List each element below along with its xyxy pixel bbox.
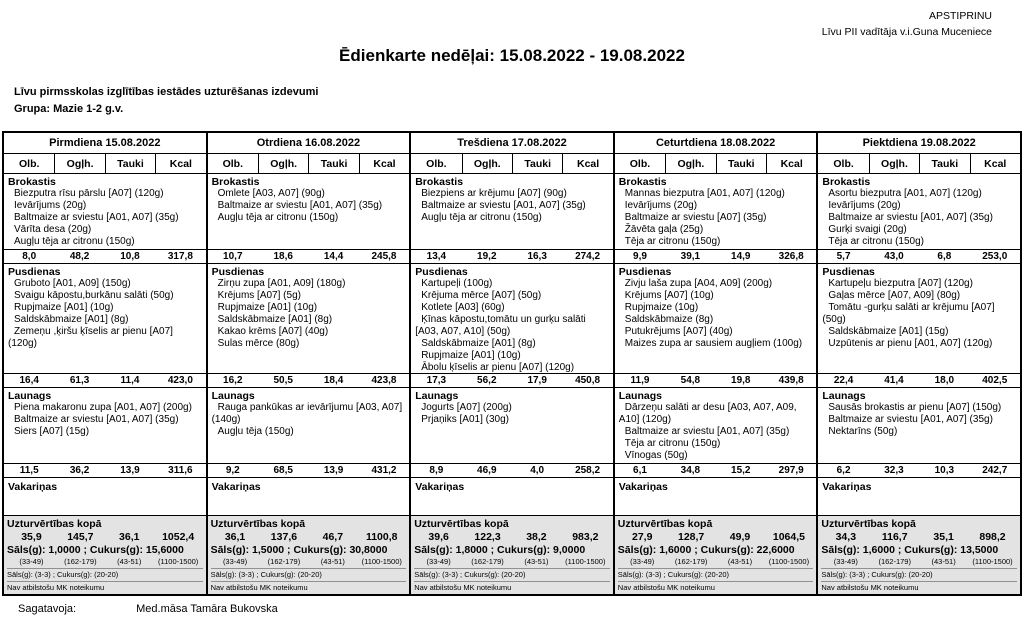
nutrient-value: 46,9 [477, 465, 497, 476]
nutrient-value: 245,8 [371, 251, 397, 262]
menu-item: Kartupeļi (100g) [421, 278, 493, 289]
lunch-section [818, 264, 1020, 374]
nutrient-col-header: Ogļh. [54, 154, 104, 173]
menu-item: Zivju laša zupa [A04, A09] (200g) [624, 278, 773, 289]
snack-section [615, 388, 817, 464]
nutrient-header-row [818, 154, 1020, 174]
menu-item: Baltmaize ar sviestu [A01, A07] (35g) [828, 414, 993, 425]
section-label: Uzturvērtības kopā [821, 518, 916, 530]
menu-item: Saldskābmaize [A01] (8g) [14, 314, 129, 325]
nutrient-total: 36,1 [224, 531, 246, 543]
approver-name: Līvu PII vadītāja v.i.Guna Muceniece [821, 26, 992, 38]
section-label: Uzturvērtības kopā [210, 518, 306, 530]
salt-sugar-range-line: Sāls(g): (3-3) ; Cukurs(g): (20-20) [7, 568, 203, 580]
lunch-values-row [208, 374, 410, 388]
menu-item: Mannas biezputra [A01, A07] (120g) [624, 188, 785, 199]
nutrient-value: 5,7 [836, 251, 851, 262]
menu-item: Svaigu kāpostu,burkānu salāti (50g) [14, 290, 174, 301]
salt-sugar-range-line: Sāls(g): (3-3) ; Cukurs(g): (20-20) [414, 568, 610, 580]
nutrient-value: 68,5 [273, 465, 293, 476]
menu-item: Kartupeļu biezputra [A07] (120g) [828, 278, 973, 289]
totals-values-row [618, 531, 814, 544]
menu-item: Zemeņu ,ķiršu ķīselis ar pienu [A07] (120g) [8, 326, 173, 349]
menu-item: Gaļas mērce [A07, A09] (80g) [828, 290, 961, 301]
nutrient-total: 116,7 [881, 531, 908, 543]
nutrient-value: 13,9 [120, 465, 140, 476]
approval-stamp [822, 8, 992, 40]
menu-item: Tēja ar citronu (150g) [624, 236, 721, 247]
nutrient-col-header: Olb. [222, 157, 243, 170]
menu-item: Baltmaize ar sviestu [A07] (35g) [624, 212, 767, 223]
nutrient-col-header: Tauki [308, 154, 358, 173]
reference-range: (33-49) [833, 557, 858, 566]
section-label: Pusdienas [822, 266, 875, 278]
nutrient-col-header: Kcal [766, 154, 816, 173]
nutrient-col-header: Kcal [155, 154, 205, 173]
dinner-section: Vakariņas [411, 478, 613, 516]
nutrient-total: 34,3 [835, 531, 857, 543]
nutrient-value: 19,2 [477, 251, 497, 262]
totals-section [411, 516, 613, 594]
nutrient-col-header: Olb. [18, 157, 40, 170]
menu-item: Siers [A07] (15g) [14, 426, 90, 437]
nutrient-value: 311,6 [168, 465, 193, 476]
reference-ranges-row [821, 557, 1017, 567]
day-header: Ceturtdiena 18.08.2022 [615, 133, 817, 154]
breakfast-section [818, 174, 1020, 250]
reference-range: (162-179) [674, 557, 708, 566]
nutrient-value: 16,3 [527, 251, 547, 262]
reference-range: (33-49) [19, 557, 44, 566]
breakfast-values-row [615, 250, 817, 264]
totals-values-row [414, 531, 610, 544]
day-header: Otrdiena 16.08.2022 [208, 133, 410, 154]
nutrient-value: 10,7 [223, 251, 243, 262]
nutrient-value: 253,0 [982, 251, 1008, 262]
menu-item: Ievārījums (20g) [14, 200, 87, 211]
menu-item: Piena makaronu zupa [A01, A07] (200g) [14, 402, 192, 413]
nutrient-col-header: Tauki [919, 154, 969, 173]
nutrient-value: 14,4 [323, 251, 344, 262]
lunch-values-row [411, 374, 613, 388]
menu-item: Rupjmaize [A01] (10g) [14, 302, 114, 313]
section-label: Launags [822, 390, 866, 402]
nutrient-value: 11,5 [19, 465, 39, 476]
lunch-section [4, 264, 206, 374]
nutrient-value: 36,2 [69, 465, 90, 476]
nutrient-value: 34,8 [680, 465, 701, 476]
snack-section [818, 388, 1020, 464]
reference-range: (1100-1500) [972, 557, 1013, 566]
menu-item: Rupjmaize [A01] (10g) [421, 350, 521, 361]
nutrient-total: 39,6 [428, 531, 449, 543]
breakfast-values-row [411, 250, 613, 264]
reference-range: (43-51) [524, 557, 549, 566]
reference-range: (43-51) [320, 557, 345, 566]
menu-item: Kakao krēms [A07] (40g) [217, 326, 329, 337]
lunch-values-row [818, 374, 1020, 388]
salt-sugar-range-line: Sāls(g): (3-3) ; Cukurs(g): (20-20) [618, 568, 814, 580]
regulation-note: Nav atbilstošu MK noteikumu [618, 581, 814, 593]
menu-item: Ievārījums (20g) [828, 200, 901, 211]
nutrient-total: 1064,5 [772, 531, 805, 543]
nutrient-value: 4,0 [530, 465, 545, 476]
breakfast-section [4, 174, 206, 250]
menu-item: Saldskābmaize (8g) [624, 314, 714, 325]
reference-ranges-row [7, 557, 203, 567]
day-header: Piektdiena 19.08.2022 [818, 133, 1020, 154]
menu-item: Baltmaize ar sviestu [A01, A07] (35g) [624, 426, 790, 437]
totals-section [4, 516, 206, 594]
nutrient-value: 258,2 [575, 465, 601, 476]
nutrient-total: 128,7 [677, 531, 705, 543]
dinner-section: Vakariņas [208, 478, 410, 516]
menu-item: Rupjmaize [A01] (10g) [217, 302, 318, 313]
group-label: Grupa: Mazie 1-2 g.v. [14, 103, 124, 115]
nutrient-value: 326,8 [778, 251, 804, 262]
menu-item: Gruboto [A01, A09] (150g) [14, 278, 131, 289]
reference-range: (162-179) [878, 557, 911, 566]
menu-item: Gurķi svaigi (20g) [828, 224, 907, 235]
nutrient-value: 43,0 [884, 251, 904, 262]
breakfast-section [208, 174, 410, 250]
dinner-section: Vakariņas [615, 478, 817, 516]
section-label: Launags [618, 390, 662, 402]
nutrient-value: 402,5 [982, 375, 1008, 386]
reference-ranges-row [211, 557, 407, 567]
section-label: Brokastis [415, 176, 464, 188]
menu-item: Baltmaize ar sviestu [A01, A07] (35g) [14, 212, 179, 223]
menu-item: Baltmaize ar sviestu [A01, A07] (35g) [217, 200, 383, 211]
reference-range: (43-51) [931, 557, 956, 566]
menu-item: Maizes zupa ar sausiem augļiem (100g) [624, 338, 803, 349]
nutrient-col-header: Ogļh. [665, 154, 715, 173]
salt-sugar-line: Sāls(g): 1,5000 ; Cukurs(g): 30,8000 [210, 544, 388, 556]
nutrient-value: 431,2 [371, 465, 397, 476]
reference-range: (1100-1500) [565, 557, 606, 566]
nutrient-col-header: Olb. [629, 157, 651, 170]
reference-range: (1100-1500) [157, 557, 199, 566]
prepared-by-footer [18, 603, 278, 615]
lunch-section [208, 264, 410, 374]
section-label: Launags [8, 390, 52, 402]
menu-item: Tēja ar citronu (150g) [624, 438, 721, 449]
nutrient-col-header: Tauki [716, 154, 766, 173]
approval-word: APSTIPRINU [928, 10, 992, 22]
reference-range: (43-51) [117, 557, 142, 566]
menu-item: Žāvēta gaļa (25g) [624, 224, 704, 235]
nutrient-value: 8,9 [429, 465, 444, 476]
nutrient-value: 22,4 [833, 375, 854, 386]
menu-item: Augļu tēja (150g) [217, 426, 294, 437]
section-label: Brokastis [211, 176, 260, 188]
nutrient-col-header: Kcal [970, 154, 1020, 173]
nutrient-value: 317,8 [167, 251, 193, 262]
lunch-values-row [4, 374, 206, 388]
nutrient-col-header: Olb. [833, 157, 854, 170]
nutrient-total: 27,9 [632, 531, 653, 543]
reference-range: (33-49) [222, 557, 248, 566]
nutrient-value: 50,5 [273, 375, 293, 386]
menu-item: Rauga pankūkas ar ievārījumu [A03, A07] (140g) [211, 402, 403, 425]
menu-table [2, 131, 1022, 596]
menu-item: Krējums [A07] (10g) [624, 290, 714, 301]
snack-values-row [411, 464, 613, 478]
regulation-note: Nav atbilstošu MK noteikumu [7, 581, 203, 593]
section-label: Brokastis [8, 176, 56, 188]
section-label: Brokastis [822, 176, 871, 188]
menu-item: Sulas mērce (80g) [217, 338, 300, 349]
menu-item: Kotlete [A03] (60g) [421, 302, 505, 313]
reference-range: (162-179) [267, 557, 301, 566]
reference-ranges-row [414, 557, 610, 567]
nutrient-value: 19,8 [731, 375, 751, 386]
prepared-by-name: Med.māsa Tamāra Bukovska [136, 603, 278, 615]
breakfast-values-row [208, 250, 410, 264]
document-subtitle: Līvu pirmsskolas izglītības iestādes uzturēšanas izdevumi [14, 86, 319, 98]
nutrient-value: 39,1 [680, 251, 701, 262]
section-label: Pusdienas [211, 266, 265, 278]
snack-values-row [615, 464, 817, 478]
breakfast-values-row [4, 250, 206, 264]
nutrient-value: 6,2 [836, 465, 851, 476]
reference-range: (1100-1500) [768, 557, 810, 566]
nutrient-value: 8,0 [22, 251, 37, 262]
nutrient-header-row [411, 154, 613, 174]
totals-section [818, 516, 1020, 594]
nutrient-value: 13,4 [426, 251, 447, 262]
nutrient-value: 56,2 [477, 375, 497, 386]
nutrient-total: 898,2 [979, 531, 1006, 543]
nutrient-col-header: Olb. [426, 157, 447, 170]
section-label: Uzturvērtības kopā [617, 518, 713, 530]
reference-ranges-row [618, 557, 814, 567]
reference-range: (43-51) [727, 557, 753, 566]
nutrient-total: 122,3 [474, 531, 501, 543]
nutrient-col-header: Kcal [562, 154, 612, 173]
nutrient-value: 10,3 [934, 465, 955, 476]
totals-values-row [821, 531, 1017, 544]
nutrient-col-header: Tauki [512, 154, 562, 173]
menu-item: Sausās brokastis ar pienu [A07] (150g) [828, 402, 1002, 413]
menu-item: Krējuma mērce [A07] (50g) [421, 290, 542, 301]
nutrient-value: 6,1 [633, 465, 647, 476]
breakfast-values-row [818, 250, 1020, 264]
menu-item: Baltmaize ar sviestu [A01, A07] (35g) [14, 414, 179, 425]
nutrient-value: 61,3 [69, 375, 90, 386]
nutrient-value: 274,2 [575, 251, 601, 262]
nutrient-col-header: Ogļh. [462, 154, 512, 173]
snack-section [4, 388, 206, 464]
section-label: Pusdienas [8, 266, 61, 278]
salt-sugar-line: Sāls(g): 1,6000 ; Cukurs(g): 22,6000 [617, 544, 795, 556]
nutrient-value: 10,8 [120, 251, 140, 262]
day-column-friday [816, 133, 1020, 594]
nutrient-value: 11,9 [630, 375, 650, 386]
nutrient-col-header: Ogļh. [869, 154, 919, 173]
reference-range: (162-179) [471, 557, 504, 566]
nutrient-value: 54,8 [680, 375, 701, 386]
section-label: Launags [211, 390, 255, 402]
menu-item: Ābolu ķīselis ar pienu [A07] (120g) [421, 362, 575, 373]
totals-section [615, 516, 817, 594]
totals-values-row [7, 531, 203, 544]
day-column-tuesday [206, 133, 410, 594]
menu-item: Asortu biezputra [A01, A07] (120g) [828, 188, 982, 199]
nutrient-value: 242,7 [982, 465, 1008, 476]
breakfast-section [615, 174, 817, 250]
nutrient-value: 9,9 [633, 251, 647, 262]
day-header: Pirmdiena 15.08.2022 [4, 133, 206, 154]
menu-item: Prjaņiks [A01] (30g) [421, 414, 510, 425]
nutrient-value: 18,6 [273, 251, 293, 262]
menu-item: Augļu tēja ar citronu (150g) [14, 236, 135, 247]
snack-values-row [818, 464, 1020, 478]
snack-values-row [4, 464, 206, 478]
menu-item: Jogurts [A07] (200g) [421, 402, 512, 413]
nutrient-value: 15,2 [731, 465, 751, 476]
dinner-section: Vakariņas [4, 478, 206, 516]
section-label: Brokastis [618, 176, 667, 188]
regulation-note: Nav atbilstošu MK noteikumu [211, 581, 407, 593]
nutrient-value: 6,8 [937, 251, 952, 262]
nutrient-value: 423,8 [371, 375, 397, 386]
nutrient-value: 32,3 [884, 465, 904, 476]
section-label: Pusdienas [415, 266, 468, 278]
nutrient-value: 16,2 [223, 375, 243, 386]
dinner-section: Vakariņas [818, 478, 1020, 516]
nutrient-total: 38,2 [526, 531, 547, 543]
nutrient-total: 46,7 [322, 531, 344, 543]
nutrient-value: 13,9 [323, 465, 344, 476]
menu-item: Vīnogas (50g) [624, 450, 688, 461]
salt-sugar-line: Sāls(g): 1,8000 ; Cukurs(g): 9,0000 [414, 544, 586, 556]
lunch-section [615, 264, 817, 374]
regulation-note: Nav atbilstošu MK noteikumu [414, 581, 610, 593]
section-label: Uzturvērtības kopā [7, 518, 102, 530]
nutrient-header-row [615, 154, 817, 174]
menu-item: Baltmaize ar sviestu [A01, A07] (35g) [421, 200, 586, 211]
day-column-thursday [613, 133, 817, 594]
menu-item: Ķīnas kāpostu,tomātu un gurķu salāti [A03, A07, A10] (50g) [415, 314, 586, 337]
menu-item: Augļu tēja ar citronu (150g) [217, 212, 339, 223]
menu-item: Zirņu zupa [A01, A09] (180g) [217, 278, 346, 289]
regulation-note: Nav atbilstošu MK noteikumu [821, 581, 1017, 593]
menu-item: Saldskābmaize [A01] (8g) [217, 314, 333, 325]
salt-sugar-line: Sāls(g): 1,0000 ; Cukurs(g): 15,6000 [7, 544, 184, 556]
section-label: Launags [415, 390, 459, 402]
nutrient-total: 1052,4 [162, 531, 195, 543]
nutrient-value: 18,4 [323, 375, 344, 386]
totals-section [208, 516, 410, 594]
menu-item: Biezputra rīsu pārslu [A07] (120g) [14, 188, 164, 199]
breakfast-section [411, 174, 613, 250]
nutrient-total: 1100,8 [365, 531, 398, 543]
nutrient-total: 35,1 [933, 531, 954, 543]
totals-values-row [211, 531, 407, 544]
menu-item: Tēja ar citronu (150g) [828, 236, 924, 247]
nutrient-value: 9,2 [225, 465, 240, 476]
nutrient-header-row [4, 154, 206, 174]
nutrient-value: 450,8 [575, 375, 601, 386]
menu-item: Saldskābmaize [A01] (8g) [421, 338, 536, 349]
section-label: Uzturvērtības kopā [414, 518, 509, 530]
nutrient-value: 297,9 [778, 465, 804, 476]
menu-item: Biezpiens ar krējumu [A07] (90g) [421, 188, 567, 199]
nutrient-header-row [208, 154, 410, 174]
lunch-section [411, 264, 613, 374]
nutrient-value: 41,4 [884, 375, 904, 386]
menu-item: Omlete [A03, A07] (90g) [217, 188, 325, 199]
prepared-label: Sagatavoja: [18, 603, 77, 615]
menu-item: Nektarīns (50g) [828, 426, 898, 437]
day-column-wednesday [409, 133, 613, 594]
nutrient-value: 17,3 [426, 375, 447, 386]
lunch-values-row [615, 374, 817, 388]
nutrient-value: 16,4 [19, 375, 39, 386]
menu-item: Uzpūtenis ar pienu [A01, A07] (120g) [828, 338, 993, 349]
reference-range: (162-179) [64, 557, 97, 566]
salt-sugar-line: Sāls(g): 1,6000 ; Cukurs(g): 13,5000 [821, 544, 999, 556]
day-header: Trešdiena 17.08.2022 [411, 133, 613, 154]
salt-sugar-range-line: Sāls(g): (3-3) ; Cukurs(g): (20-20) [821, 568, 1017, 580]
snack-values-row [208, 464, 410, 478]
reference-range: (33-49) [426, 557, 451, 566]
nutrient-total: 983,2 [572, 531, 599, 543]
nutrient-total: 49,9 [729, 531, 751, 543]
menu-item: Putukrējums [A07] (40g) [624, 326, 733, 337]
nutrient-col-header: Tauki [105, 154, 155, 173]
nutrient-value: 439,8 [778, 375, 804, 386]
day-column-monday [4, 133, 206, 594]
menu-item: Tomātu -gurķu salāti ar krējumu [A07] (50g) [822, 302, 995, 325]
salt-sugar-range-line: Sāls(g): (3-3) ; Cukurs(g): (20-20) [211, 568, 407, 580]
reference-range: (33-49) [630, 557, 655, 566]
menu-item: Ievārījums (20g) [624, 200, 698, 211]
section-label: Pusdienas [618, 266, 672, 278]
nutrient-total: 35,9 [21, 531, 42, 543]
reference-range: (1100-1500) [361, 557, 402, 566]
nutrient-total: 145,7 [67, 531, 94, 543]
nutrient-value: 423,0 [167, 375, 193, 386]
nutrient-value: 11,4 [120, 375, 140, 386]
nutrient-value: 18,0 [934, 375, 955, 386]
menu-item: Krējums [A07] (5g) [217, 290, 301, 301]
nutrient-value: 14,9 [731, 251, 751, 262]
menu-item: Vārīta desa (20g) [14, 224, 92, 235]
menu-item: Baltmaize ar sviestu [A01, A07] (35g) [828, 212, 993, 223]
nutrient-total: 137,6 [270, 531, 298, 543]
menu-item: Rupjmaize (10g) [624, 302, 699, 313]
nutrient-col-header: Kcal [359, 154, 409, 173]
nutrient-total: 36,1 [119, 531, 140, 543]
snack-section [208, 388, 410, 464]
menu-item: Augļu tēja ar citronu (150g) [421, 212, 542, 223]
menu-item: Saldskābmaize [A01] (15g) [828, 326, 949, 337]
nutrient-value: 48,2 [69, 251, 90, 262]
page-title: Ēdienkarte nedēļai: 15.08.2022 - 19.08.2022 [339, 46, 685, 65]
nutrient-value: 17,9 [527, 375, 547, 386]
snack-section [411, 388, 613, 464]
menu-item: Dārzeņu salāti ar desu [A03, A07, A09, A10] (120g) [618, 402, 797, 425]
nutrient-col-header: Ogļh. [258, 154, 308, 173]
